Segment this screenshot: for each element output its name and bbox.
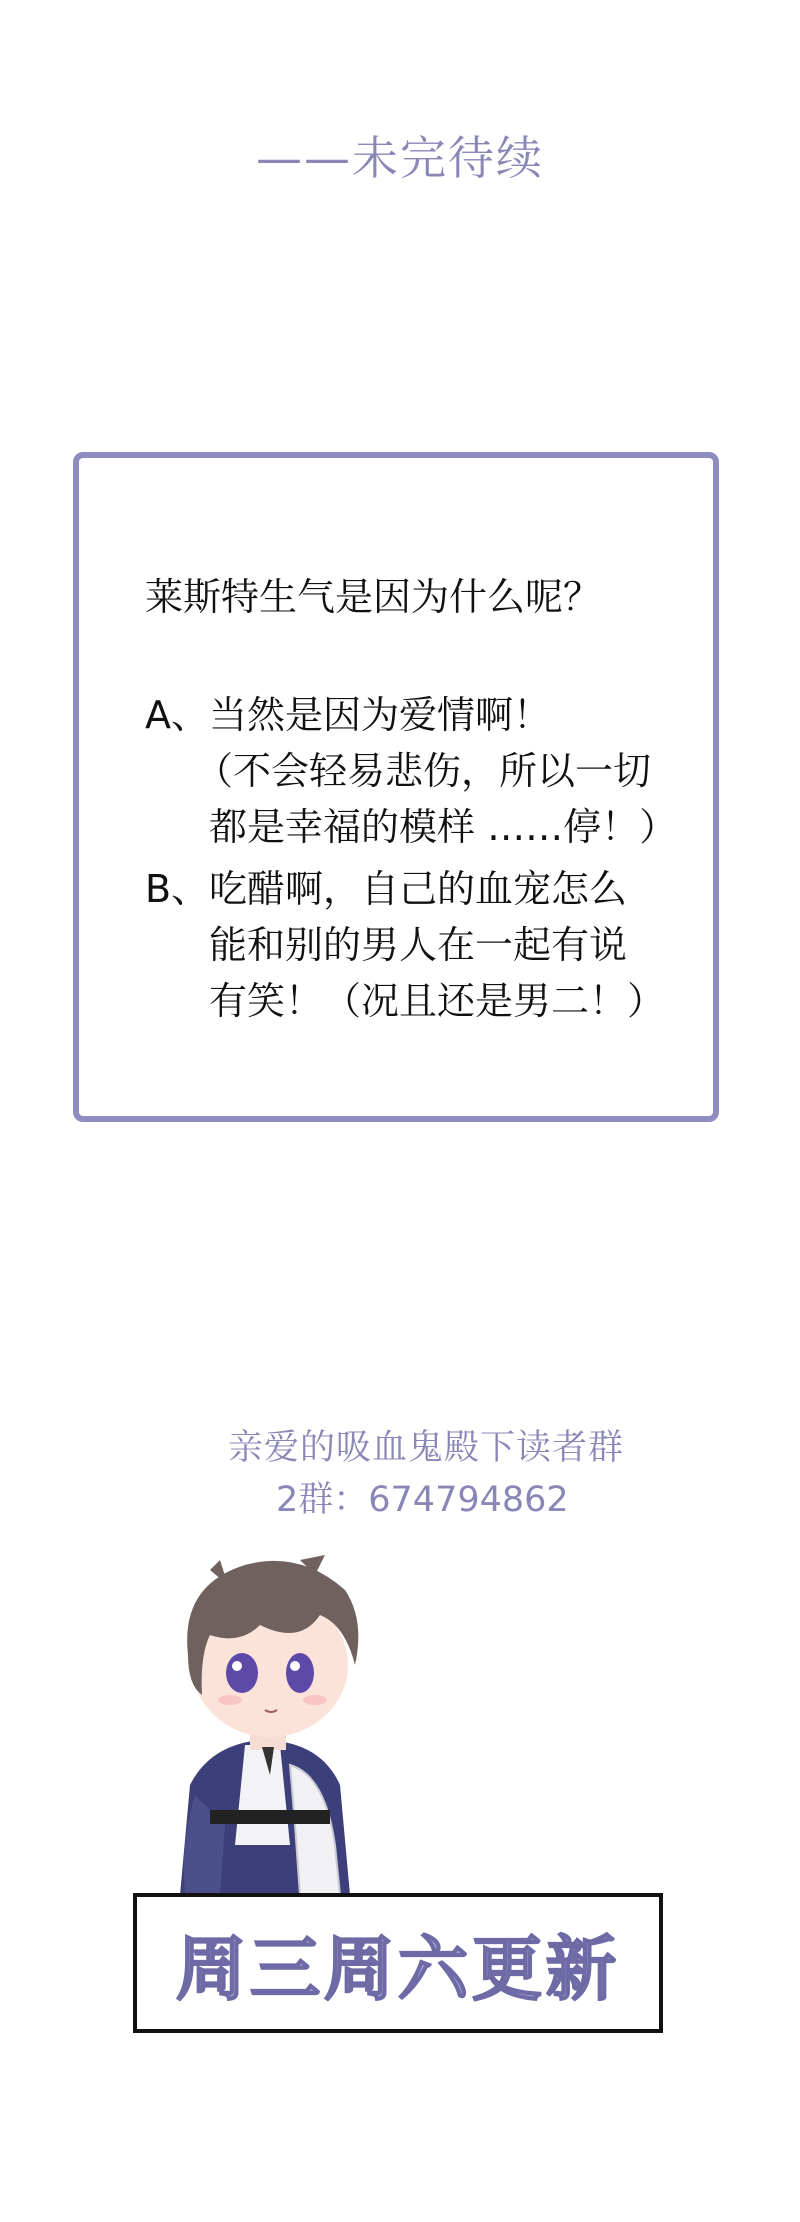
option-b-line-3: 有笑！（况且还是男二！）	[209, 979, 666, 1023]
option-a-letter: A、	[145, 693, 209, 737]
quiz-card	[73, 452, 719, 1122]
reader-group-number: 2群：674794862	[276, 1480, 569, 1520]
to-be-continued: ——未完待续	[256, 131, 544, 185]
update-schedule-box	[133, 1893, 663, 2033]
option-b-line-1: 吃醋啊，自己的血宠怎么	[209, 867, 628, 911]
option-b-line-2: 能和别的男人在一起有说	[209, 923, 628, 967]
option-b	[145, 858, 627, 913]
update-schedule-text: 周三周六更新	[176, 1927, 620, 2010]
reader-group-name: 亲爱的吸血鬼殿下读者群	[228, 1428, 625, 1468]
chibi-character-illustration	[150, 1545, 390, 1895]
option-a-line-1: 当然是因为爱情啊！	[209, 693, 552, 737]
option-a-line-2: （不会轻易悲伤，所以一切	[195, 749, 652, 793]
option-b-letter: B、	[145, 867, 210, 911]
option-a	[145, 684, 551, 739]
option-a-line-3: 都是幸福的模样 ……停！）	[209, 805, 678, 849]
quiz-question: 莱斯特生气是因为什么呢？	[145, 575, 602, 619]
